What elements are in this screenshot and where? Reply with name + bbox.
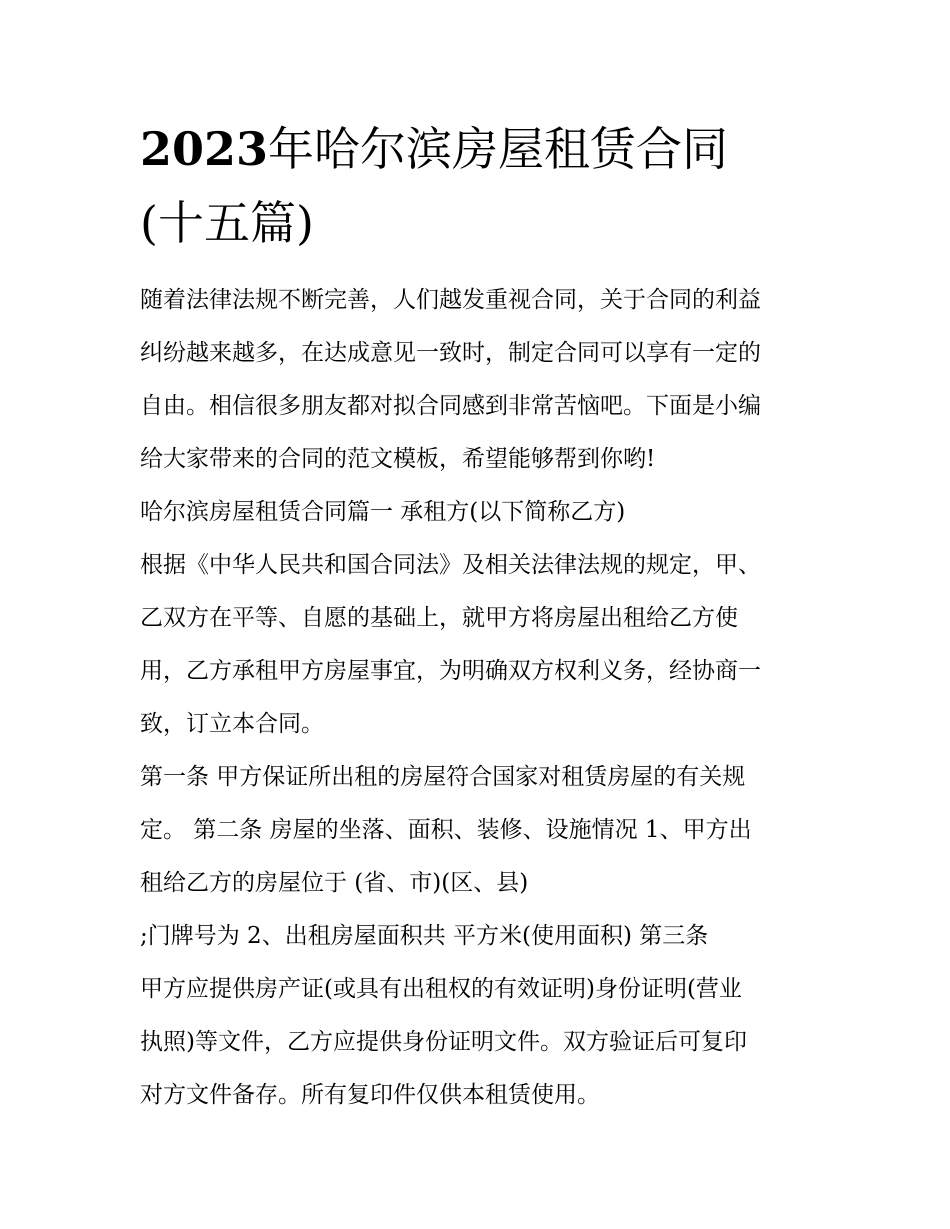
body-line: 乙双方在平等、自愿的基础上，就甲方将房屋出租给乙方使 (140, 605, 738, 631)
title-line-2: (十五篇) (140, 196, 314, 250)
clause-line: 定。 第二条 房屋的坐落、面积、装修、设施情况 1、甲方出 (140, 817, 752, 843)
clause-line: 甲方应提供房产证(或具有出租权的有效证明)身份证明(营业 (140, 976, 742, 1002)
title-year: 2023 (140, 122, 269, 176)
title-line-1: 年哈尔滨房屋租赁合同 (268, 122, 729, 176)
body-line: 纠纷越来越多，在达成意见一致时，制定合同可以享有一定的 (140, 340, 761, 366)
body-line: 致，订立本合同。 (140, 711, 324, 737)
body-line: 根据《中华人民共和国合同法》及相关法律法规的规定，甲、 (140, 552, 761, 578)
body-line: 自由。相信很多朋友都对拟合同感到非常苦恼吧。下面是小编 (140, 393, 761, 419)
section-heading-line: 哈尔滨房屋租赁合同篇一 承租方(以下简称乙方) (140, 499, 626, 525)
clause-line: 租给乙方的房屋位于 (省、市)(区、县) (140, 870, 529, 896)
clause-line: 对方文件备存。所有复印件仅供本租赁使用。 (140, 1082, 600, 1108)
page-title (140, 112, 820, 260)
body-line: 给大家带来的合同的范文模板，希望能够帮到你哟! (140, 446, 656, 472)
document-body (140, 274, 820, 1122)
clause-line: 执照)等文件，乙方应提供身份证明文件。双方验证后可复印 (140, 1029, 747, 1055)
clause-line: 第一条 甲方保证所出租的房屋符合国家对租赁房屋的有关规 (140, 764, 746, 790)
body-line: 用，乙方承租甲方房屋事宜，为明确双方权利义务，经协商一 (140, 658, 761, 684)
body-line: 随着法律法规不断完善，人们越发重视合同，关于合同的利益 (140, 287, 761, 313)
clause-line: ;门牌号为 2、出租房屋面积共 平方米(使用面积) 第三条 (140, 923, 709, 949)
